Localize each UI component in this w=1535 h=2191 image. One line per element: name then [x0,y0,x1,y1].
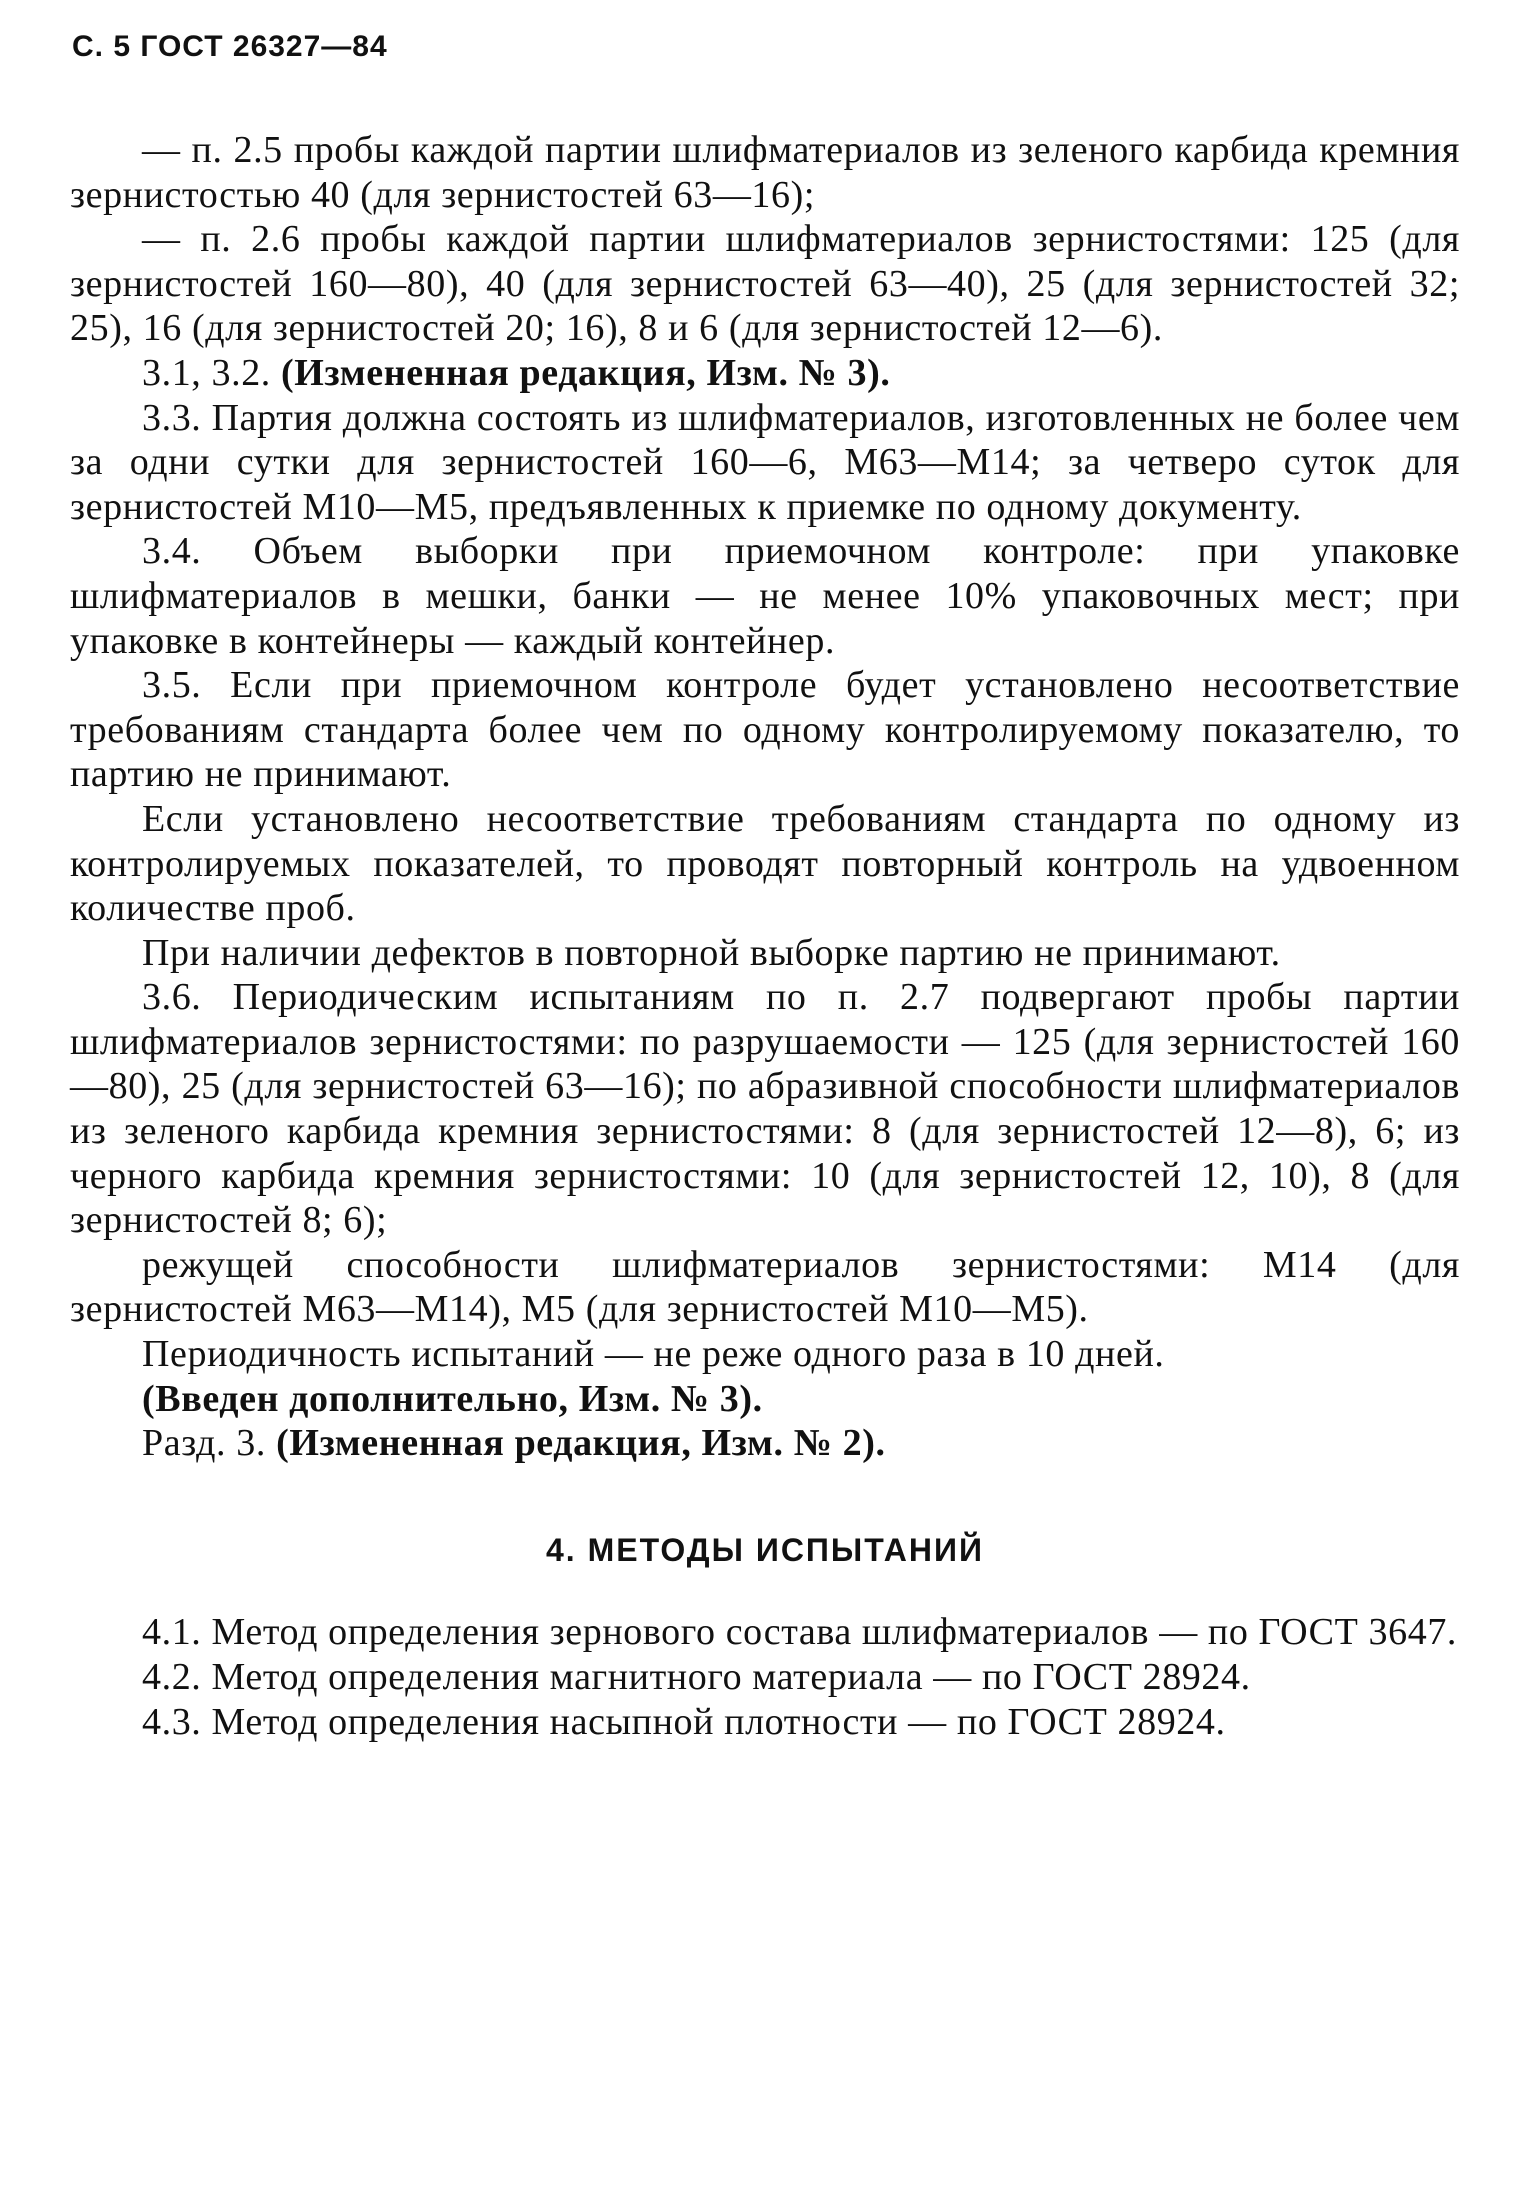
paragraph-3-6-periodicity: Периодичность испытаний — не реже одного раза в 10 дней. [142,1333,1165,1376]
paragraph-3-5-repeat-control: Если установлено несоответствие требованиям стандарта по одному из контролируемых показателей, то проводят повторный контроль на удвоенном количестве проб. [70,797,1460,930]
paragraph-3-6: 3.6. Периодическим испытаниям по п. 2.7 подвергают пробы партии шлифматериалов зернистостями: по разрушаемости — 125 (для зернистостей 160—80), 25 (для зернистостей 63—16); по абразивной способности шлифматериалов из зеленого карбида кремния зернистостями: 8 (для зернистостей 12—8), 6; из черного карбида кремния зернистостями: 10 (для зернистостей 12, 10), 8 (для зернистостей 8; 6); [70,976,1460,1242]
paragraph-item-2-6: — п. 2.6 пробы каждой партии шлифматериалов зернистостями: 125 (для зернистостей 160—80), 40 (для зернистостей 63—40), 25 (для зернистостей 32; 25), 16 (для зернистостей 20; 16), 8 и 6 (для зернистостей 12—6). [70,218,1460,350]
page-header: С. 5 ГОСТ 26327—84 [72,30,388,63]
paragraph-3-3: 3.3. Партия должна состоять из шлифматериалов, изготовленных не более чем за одни сутки для зернистостей 160—6, М63—М14; за четверо суток для зернистостей М10—М5, предъявленных к приемке по одному документу. [70,396,1460,528]
clause-4-2: 4.2. Метод определения магнитного материала — по ГОСТ 28924. [142,1656,1251,1698]
section-reference: Разд. 3. [142,1422,277,1465]
amendment-note: (Измененная редакция, Изм. № 2). [276,1422,886,1465]
paragraph-3-6-cutting: режущей способности шлифматериалов зернистостями: М14 (для зернистостей М63—М14), М5 (для зернистостей М10—М5). [70,1243,1460,1331]
clause-number: 3.1, 3.2. [142,351,281,394]
section-title: 4. МЕТОДЫ ИСПЫТАНИЙ [546,1531,984,1568]
document-body [70,128,1460,1744]
paragraph-3-4: 3.4. Объем выборки при приемочном контроле: при упаковке шлифматериалов в мешки, банки — не менее 10% упаковочных мест; при упаковке в контейнеры — каждый контейнер. [70,530,1460,662]
paragraph-3-1-3-2 [70,351,1460,396]
amendment-note: (Измененная редакция, Изм. № 3). [281,351,891,394]
section-3-amendment [70,1421,1460,1466]
clause-4-1: 4.1. Метод определения зернового состава шлифматериалов — по ГОСТ 3647. [142,1611,1458,1654]
clause-4-3: 4.3. Метод определения насыпной плотности — по ГОСТ 28924. [142,1700,1226,1743]
amendment-note-added: (Введен дополнительно, Изм. № 3). [142,1377,763,1420]
paragraph-item-2-5: — п. 2.5 пробы каждой партии шлифматериалов из зеленого карбида кремния зернистостью 40 (для зернистостей 63—16); [70,129,1460,216]
paragraph-3-5: 3.5. Если при приемочном контроле будет установлено несоответствие требованиям стандарта более чем по одному контролируемому показателю, то партию не принимают. [70,664,1460,796]
paragraph-3-5-defects: При наличии дефектов в повторной выборке партию не принимают. [142,931,1281,974]
